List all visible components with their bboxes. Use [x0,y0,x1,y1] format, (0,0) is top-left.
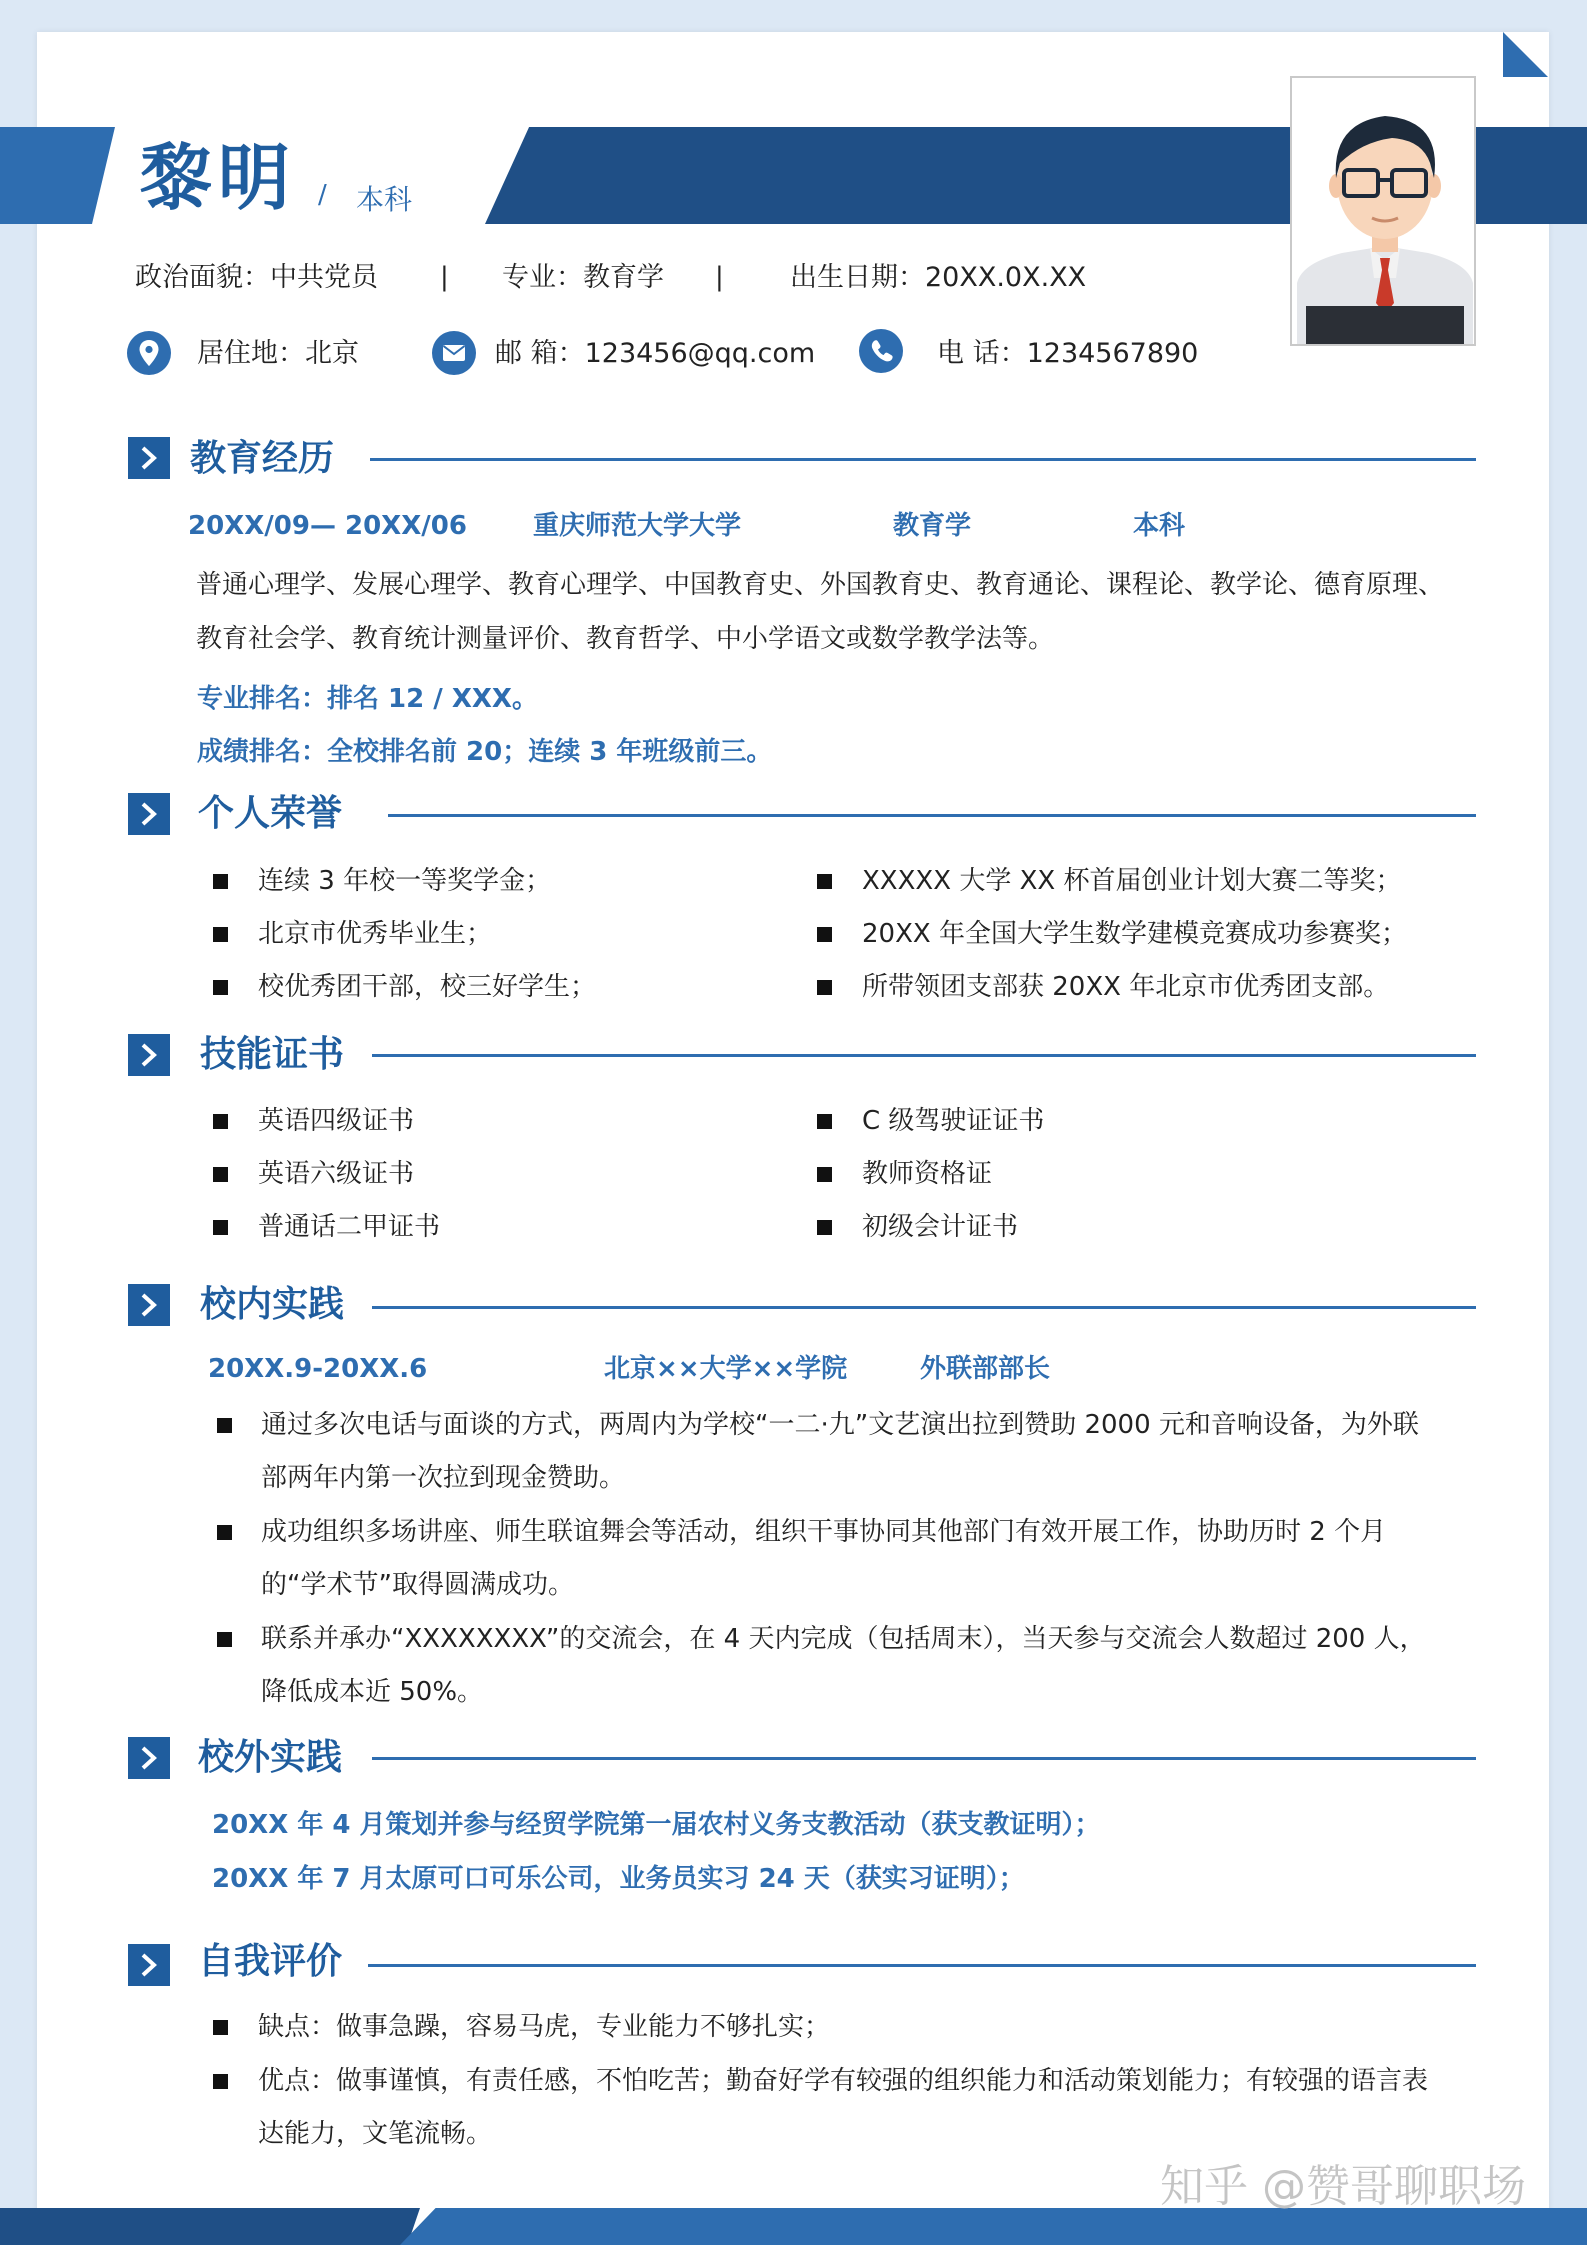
bullet [217,1418,232,1433]
external-item: 20XX 年 4 月策划并参与经贸学院第一届农村义务支教活动（获支教证明）； [212,1810,1101,1840]
honor-item: 连续 3 年校一等奖学金； [258,866,552,896]
bullet [817,1114,832,1129]
section-title-self: 自我评价 [198,1941,343,1982]
section-divider [368,1964,1476,1967]
skill-item: C 级驾驶证证书 [862,1106,1045,1136]
bullet [817,1167,832,1182]
external-item: 20XX 年 7 月太原可口可乐公司，业务员实习 24 天（获实习证明）； [212,1864,1025,1894]
section-arrow-icon [128,1737,170,1779]
info-separator: | [440,262,449,292]
bullet [217,1525,232,1540]
section-arrow-icon [128,1944,170,1986]
bullet [213,2074,228,2089]
honor-item: XXXXX 大学 XX 杯首届创业计划大赛二等奖； [862,866,1402,896]
bullet [213,1114,228,1129]
education-major-rank: 专业排名：排名 12 / XXX。 [197,684,538,714]
self-item: 优点：做事谨慎，有责任感，不怕吃苦；勤奋好学有较强的组织能力和活动策划能力；有较强的语言表达能力，文笔流畅。 [258,2066,1429,2149]
name-slash: / [318,180,327,210]
education-grade-rank: 成绩排名：全校排名前 20；连续 3 年班级前三。 [197,737,773,767]
skill-item: 英语六级证书 [258,1159,415,1189]
section-divider [370,458,1476,461]
education-school: 重庆师范大学大学 [533,511,742,541]
candidate-name: 黎明 [140,136,297,220]
bullet [817,980,832,995]
phone-icon [859,329,903,373]
education-degree: 本科 [1133,511,1186,541]
bullet [217,1632,232,1647]
skill-item: 英语四级证书 [258,1106,415,1136]
self-item: 缺点：做事急躁，容易马虎，专业能力不够扎实； [258,2012,831,2042]
bullet [817,1220,832,1235]
campus-item: 成功组织多场讲座、师生联谊舞会等活动，组织干事协同其他部门有效开展工作，协助历时 2 个月的“学术节”取得圆满成功。 [261,1517,1387,1600]
campus-period: 20XX.9-20XX.6 [208,1354,428,1384]
phone-info: 电 话：1234567890 [937,338,1199,369]
bullet [213,927,228,942]
honor-item: 20XX 年全国大学生数学建模竞赛成功参赛奖； [862,919,1407,949]
bullet [817,874,832,889]
section-divider [372,1306,1476,1309]
skill-item: 教师资格证 [862,1159,993,1189]
bullet [213,980,228,995]
info-separator: | [715,262,724,292]
section-title-education: 教育经历 [190,438,335,479]
bullet [213,2020,228,2035]
campus-role: 外联部部长 [920,1354,1051,1384]
section-title-honors: 个人荣誉 [198,793,343,834]
section-title-external: 校外实践 [198,1737,343,1778]
section-divider [372,1757,1476,1760]
education-major: 教育学 [893,511,972,541]
honor-item: 所带领团支部获 20XX 年北京市优秀团支部。 [862,972,1390,1002]
section-divider [388,814,1476,817]
political-status: 政治面貌：中共党员 [135,262,378,293]
section-arrow-icon [128,1284,170,1326]
campus-item: 联系并承办“XXXXXXXX”的交流会，在 4 天内完成（包括周末），当天参与交流会人数超过 200 人，降低成本近 50%。 [261,1624,1426,1707]
watermark: 知乎 @赞哥聊职场 [1160,2161,1526,2212]
major-info: 专业：教育学 [502,262,664,293]
email-info: 邮 箱：123456@qq.com [495,338,816,369]
section-divider [372,1054,1476,1057]
skill-item: 初级会计证书 [862,1212,1019,1242]
candidate-degree: 本科 [356,183,413,216]
section-title-skills: 技能证书 [200,1034,345,1075]
bullet [213,874,228,889]
section-arrow-icon [128,1034,170,1076]
footer-bar-left [0,2208,420,2245]
section-title-campus: 校内实践 [200,1284,345,1325]
education-courses: 普通心理学、发展心理学、教育心理学、中国教育史、外国教育史、教育通论、课程论、教学论、德育原理、教育社会学、教育统计测量评价、教育哲学、中小学语文或数学教学法等。 [196,570,1445,654]
section-arrow-icon [128,437,170,479]
bullet [213,1220,228,1235]
campus-item: 通过多次电话与面谈的方式，两周内为学校“一二·九”文艺演出拉到赞助 2000 元和音响设备，为外联部两年内第一次拉到现金赞助。 [261,1410,1419,1493]
campus-org: 北京××大学××学院 [604,1354,848,1384]
education-period: 20XX/09— 20XX/06 [188,511,467,541]
skill-item: 普通话二甲证书 [258,1212,441,1242]
location-icon [127,331,171,375]
bullet [213,1167,228,1182]
address-info: 居住地：北京 [197,338,359,369]
bullet [817,927,832,942]
honor-item: 北京市优秀毕业生； [258,919,493,949]
section-arrow-icon [128,793,170,835]
avatar [1290,76,1476,346]
birth-date: 出生日期：20XX.0X.XX [790,262,1087,293]
mail-icon [432,331,476,375]
honor-item: 校优秀团干部，校三好学生； [258,972,597,1002]
